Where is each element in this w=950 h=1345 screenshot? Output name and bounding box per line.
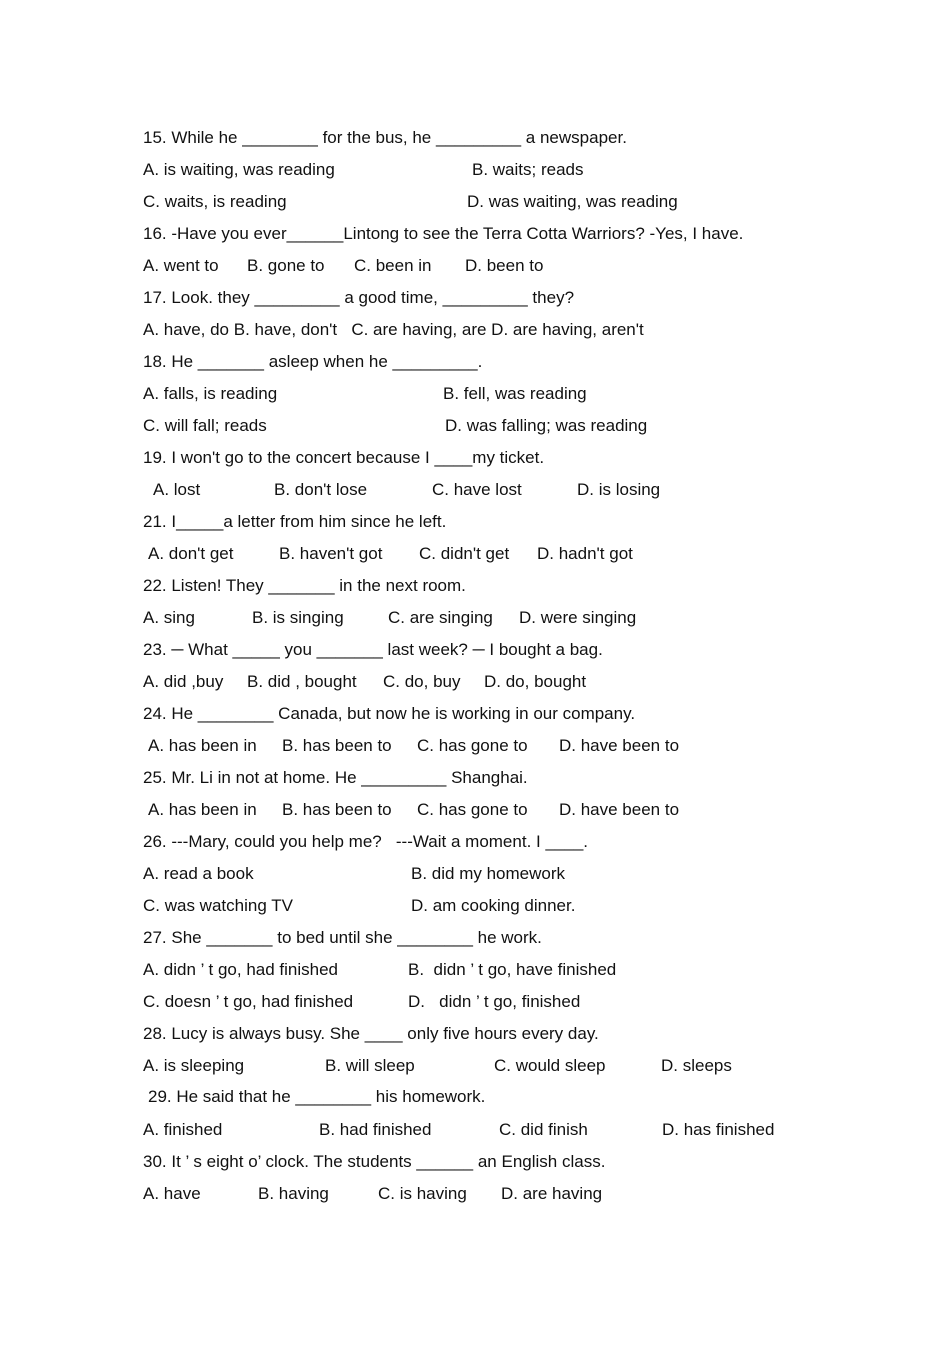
question-18-option-b: B. fell, was reading (443, 384, 587, 403)
question-27-stem: 27. She _______ to bed until she ________ he work. (143, 928, 542, 947)
question-25-stem: 25. Mr. Li in not at home. He _________ Shanghai. (143, 768, 528, 787)
question-24-option-b: B. has been to (282, 736, 392, 755)
question-22-option-a: A. sing (143, 608, 195, 627)
question-28-option-a: A. is sleeping (143, 1056, 245, 1075)
question-15-option-c: C. waits, is reading (143, 192, 287, 211)
question-23-option-b: B. did , bought (247, 672, 357, 691)
question-30-option-b: B. having (258, 1184, 329, 1203)
question-30-option-a: A. have (143, 1184, 201, 1203)
question-24-stem: 24. He ________ Canada, but now he is working in our company. (143, 704, 636, 723)
question-21-option-a: A. don't get (148, 544, 234, 563)
question-22-stem: 22. Listen! They _______ in the next room. (143, 576, 466, 595)
question-25-option-c: C. has gone to (417, 800, 528, 819)
question-22-option-c: C. are singing (388, 608, 493, 627)
question-24-option-c: C. has gone to (417, 736, 528, 755)
question-16-option-b: B. gone to (247, 256, 325, 275)
question-16-option-c: C. been in (354, 256, 432, 275)
question-15-stem: 15. While he ________ for the bus, he _________ a newspaper. (143, 128, 627, 147)
question-27-option-c: C. doesn ’ t go, had finished (143, 992, 354, 1011)
question-15-option-b: B. waits; reads (472, 160, 584, 179)
question-29-option-c: C. did finish (499, 1120, 588, 1139)
question-15-option-d: D. was waiting, was reading (467, 192, 678, 211)
question-16-option-d: D. been to (465, 256, 544, 275)
question-30-stem: 30. It ’ s eight o’ clock. The students ______ an English class. (143, 1152, 606, 1171)
question-22-option-d: D. were singing (519, 608, 637, 627)
question-30-option-d: D. are having (501, 1184, 603, 1203)
question-30-option-c: C. is having (378, 1184, 467, 1203)
question-23-stem: 23. ─ What _____ you _______ last week? ─ I bought a bag. (143, 640, 603, 659)
question-26-stem: 26. ---Mary, could you help me? ---Wait a moment. I ____. (143, 832, 588, 851)
question-18-option-c: C. will fall; reads (143, 416, 267, 435)
question-21-option-d: D. hadn't got (537, 544, 633, 563)
question-19-option-b: B. don't lose (274, 480, 368, 499)
question-23-option-a: A. did ,buy (143, 672, 224, 691)
question-28-option-c: C. would sleep (494, 1056, 606, 1075)
question-22-option-b: B. is singing (252, 608, 344, 627)
question-23-option-d: D. do, bought (484, 672, 587, 691)
question-28-option-d: D. sleeps (661, 1056, 732, 1075)
question-25-option-b: B. has been to (282, 800, 392, 819)
question-17-options: A. have, do B. have, don't C. are having, are D. are having, aren't (143, 320, 644, 339)
question-19-option-c: C. have lost (432, 480, 522, 499)
question-15-option-a: A. is waiting, was reading (143, 160, 335, 179)
question-18-option-a: A. falls, is reading (143, 384, 278, 403)
question-27-option-b: B. didn ’ t go, have finished (408, 960, 617, 979)
question-21-option-b: B. haven't got (279, 544, 383, 563)
question-24-option-d: D. have been to (559, 736, 680, 755)
question-28-stem: 28. Lucy is always busy. She ____ only five hours every day. (143, 1024, 599, 1043)
question-16-stem: 16. -Have you ever______Lintong to see the Terra Cotta Warriors? -Yes, I have. (143, 224, 744, 243)
question-16-option-a: A. went to (143, 256, 219, 275)
question-19-option-d: D. is losing (577, 480, 661, 499)
question-25-option-d: D. have been to (559, 800, 680, 819)
question-19-stem: 19. I won't go to the concert because I ____my ticket. (143, 448, 545, 467)
question-25-option-a: A. has been in (148, 800, 257, 819)
question-19-option-a: A. lost (153, 480, 201, 499)
question-27-option-a: A. didn ’ t go, had finished (143, 960, 339, 979)
question-29-option-d: D. has finished (662, 1120, 775, 1139)
question-21-stem: 21. I_____a letter from him since he left. (143, 512, 447, 531)
question-27-option-d: D. didn ’ t go, finished (408, 992, 581, 1011)
question-18-option-d: D. was falling; was reading (445, 416, 648, 435)
question-26-option-b: B. did my homework (411, 864, 565, 883)
question-29-stem: 29. He said that he ________ his homework. (148, 1087, 486, 1106)
question-26-option-a: A. read a book (143, 864, 254, 883)
question-29-option-a: A. finished (143, 1120, 223, 1139)
question-18-stem: 18. He _______ asleep when he _________. (143, 352, 483, 371)
question-24-option-a: A. has been in (148, 736, 257, 755)
question-26-option-c: C. was watching TV (143, 896, 293, 915)
question-28-option-b: B. will sleep (325, 1056, 415, 1075)
question-21-option-c: C. didn't get (419, 544, 510, 563)
question-23-option-c: C. do, buy (383, 672, 461, 691)
question-29-option-b: B. had finished (319, 1120, 432, 1139)
question-26-option-d: D. am cooking dinner. (411, 896, 576, 915)
question-17-stem: 17. Look. they _________ a good time, _________ they? (143, 288, 575, 307)
